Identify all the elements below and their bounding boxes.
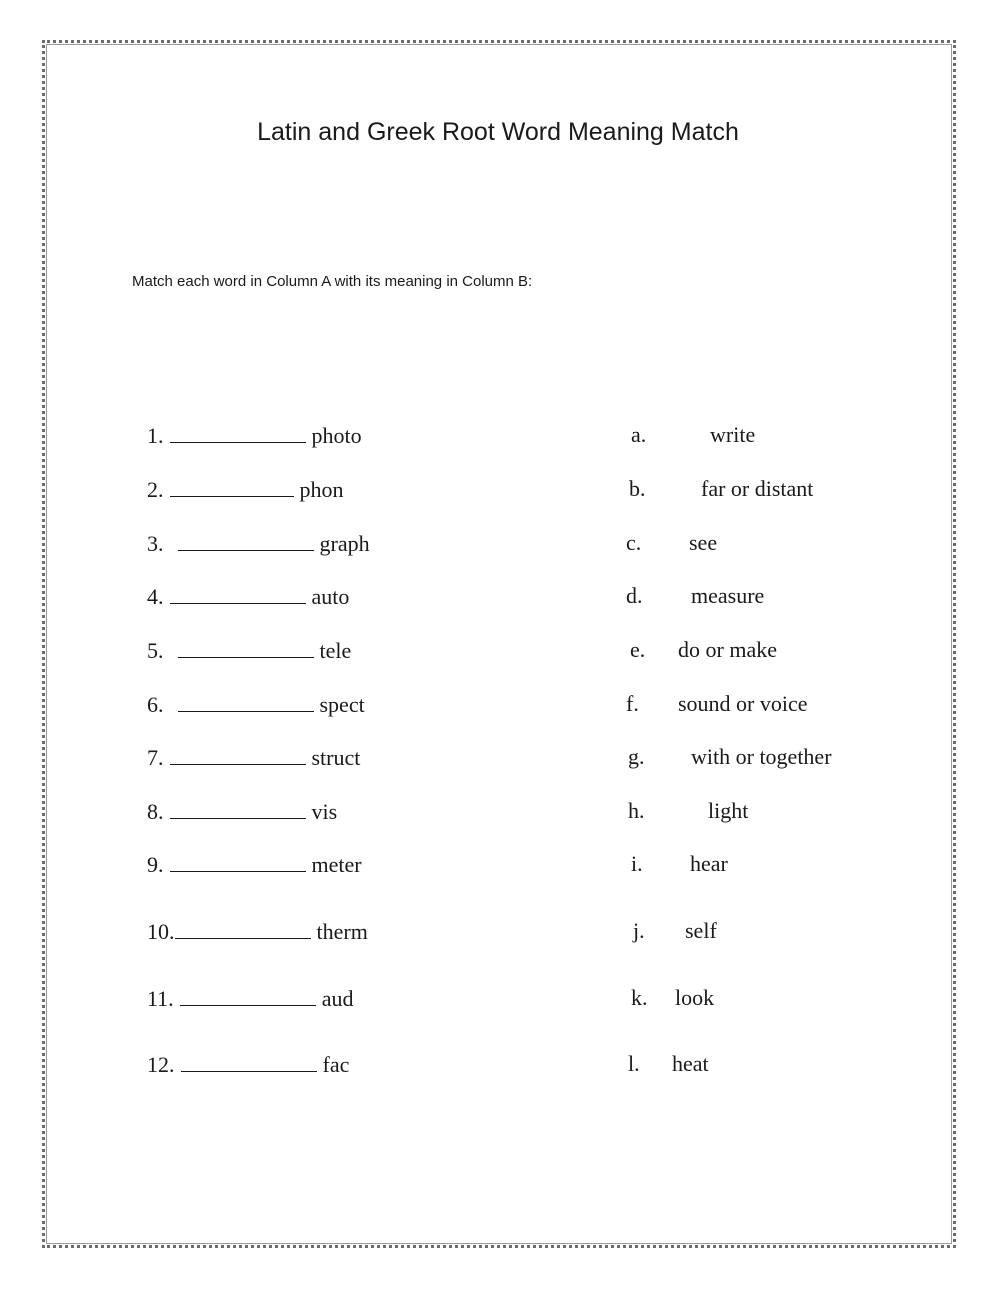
column-a-item (147, 1049, 349, 1080)
match-row (0, 581, 1000, 611)
column-b-meaning: light (708, 798, 749, 823)
item-number: 2. (147, 477, 164, 502)
column-a-item (147, 474, 344, 505)
column-a-item (147, 528, 370, 559)
column-b-letter: a. (631, 422, 647, 447)
column-b-letter: c. (626, 530, 642, 555)
item-number: 11. (147, 986, 174, 1011)
root-word: fac (322, 1052, 350, 1077)
answer-blank[interactable] (178, 635, 314, 658)
item-number: 3. (147, 531, 164, 556)
column-a-item (147, 796, 337, 827)
root-word: phon (299, 477, 344, 502)
column-b-meaning: with or together (691, 744, 832, 769)
column-b-letter: j. (633, 918, 645, 943)
answer-blank[interactable] (170, 420, 306, 443)
column-a-item (147, 983, 353, 1014)
column-a-item (147, 420, 362, 451)
match-row (0, 528, 1000, 558)
column-a-item (147, 689, 365, 720)
root-word: aud (321, 986, 354, 1011)
column-b-letter: g. (628, 744, 645, 769)
match-row (0, 689, 1000, 719)
column-a-item (147, 581, 349, 612)
match-row (0, 1049, 1000, 1079)
column-a-item (147, 742, 360, 773)
column-a-item (147, 635, 351, 666)
item-number: 5. (147, 638, 164, 663)
item-number: 6. (147, 692, 164, 717)
answer-blank[interactable] (178, 689, 314, 712)
column-b-meaning: hear (690, 851, 728, 876)
answer-blank[interactable] (170, 474, 294, 497)
column-b-letter: l. (628, 1051, 640, 1076)
root-word: therm (316, 919, 368, 944)
column-b-meaning: measure (691, 583, 765, 608)
answer-blank[interactable] (170, 742, 306, 765)
column-b-letter: k. (631, 985, 648, 1010)
item-number: 7. (147, 745, 164, 770)
match-row (0, 796, 1000, 826)
item-number: 1. (147, 423, 164, 448)
column-b-meaning: sound or voice (678, 691, 808, 716)
root-word: spect (319, 692, 365, 717)
root-word: auto (311, 584, 350, 609)
column-b-meaning: write (710, 422, 756, 447)
match-row (0, 420, 1000, 450)
root-word: photo (311, 423, 362, 448)
column-b-meaning: look (675, 985, 715, 1010)
column-b-letter: b. (629, 476, 646, 501)
instructions: Match each word in Column A with its meaning in Column B: (132, 273, 533, 290)
column-b-letter: h. (628, 798, 645, 823)
match-row (0, 635, 1000, 665)
column-b-meaning: self (685, 918, 717, 943)
answer-blank[interactable] (178, 528, 314, 551)
item-number: 9. (147, 852, 164, 877)
answer-blank[interactable] (175, 916, 311, 939)
column-b-meaning: far or distant (701, 476, 814, 501)
column-b-meaning: heat (672, 1051, 709, 1076)
match-row (0, 916, 1000, 946)
item-number: 12. (147, 1052, 175, 1077)
match-row (0, 742, 1000, 772)
item-number: 10. (147, 919, 175, 944)
root-word: graph (319, 531, 370, 556)
item-number: 4. (147, 584, 164, 609)
match-row (0, 474, 1000, 504)
column-b-letter: f. (626, 691, 639, 716)
answer-blank[interactable] (170, 849, 306, 872)
column-a-item (147, 849, 362, 880)
match-row (0, 983, 1000, 1013)
root-word: struct (311, 745, 361, 770)
column-b-letter: d. (626, 583, 643, 608)
column-a-item (147, 916, 368, 947)
match-row (0, 849, 1000, 879)
root-word: vis (311, 799, 338, 824)
item-number: 8. (147, 799, 164, 824)
answer-blank[interactable] (180, 983, 316, 1006)
answer-blank[interactable] (170, 581, 306, 604)
root-word: meter (311, 852, 362, 877)
column-b-meaning: do or make (678, 637, 777, 662)
column-b-letter: e. (630, 637, 646, 662)
page-title: Latin and Greek Root Word Meaning Match (257, 118, 739, 146)
column-b-meaning: see (689, 530, 718, 555)
root-word: tele (319, 638, 352, 663)
column-b-letter: i. (631, 851, 643, 876)
answer-blank[interactable] (181, 1049, 317, 1072)
answer-blank[interactable] (170, 796, 306, 819)
